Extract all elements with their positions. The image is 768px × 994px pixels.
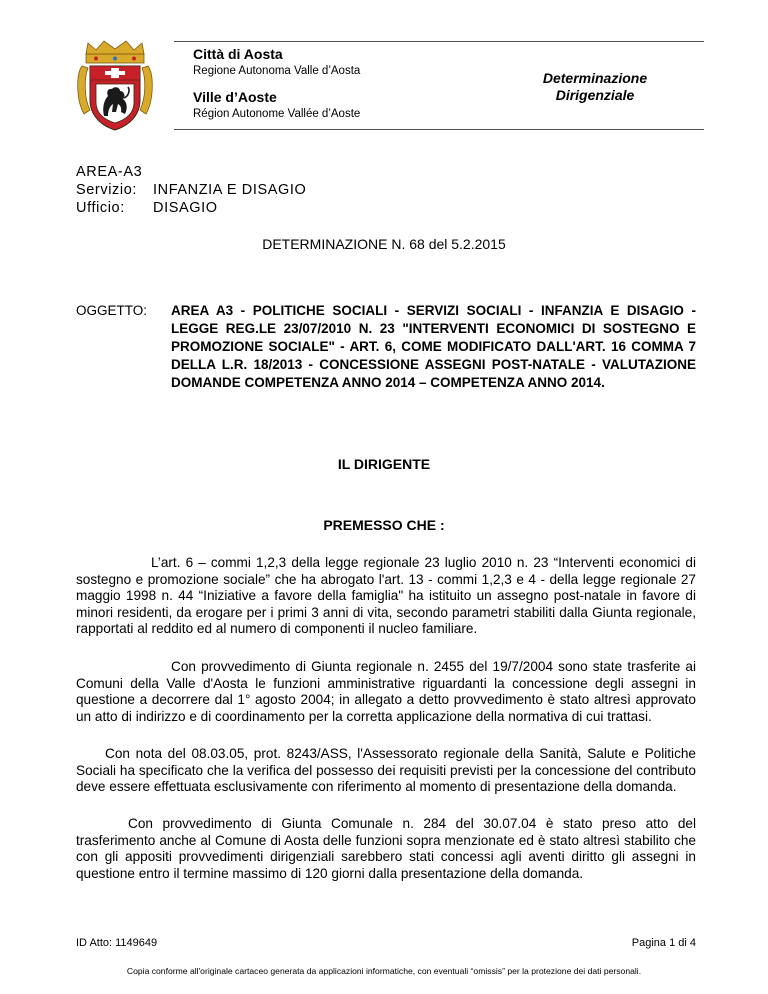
paragraph: L’art. 6 – commi 1,2,3 della legge regionale 23 luglio 2010 n. 23 “Interventi economici di sostegno e promozione sociale” che ha abrogato l'art. 13 - commi 1,2,3 e 4 - della legge regionale 27 maggio 1998 n. 44 “Iniziative a favore della famiglia" ha istituito un assegno post-natale in favore di minori residenti, da erogare per i primi 3 anni di vita, secondo parametri stabiliti dalla Giunta regionale, rapportati al reddito ed al numero di componenti il nucleo familiare. [76, 555, 696, 637]
servizio-label: Servizio: [76, 182, 137, 198]
subject-block [76, 302, 696, 392]
document-type [516, 70, 674, 104]
region-name-it: Regione Autonoma Valle d’Aosta [193, 65, 361, 77]
subject-text: AREA A3 - POLITICHE SOCIALI - SERVIZI SOCIALI - INFANZIA E DISAGIO - LEGGE REG.LE 23/07/2010 N. 23 "INTERVENTI ECONOMICI DI SOSTEGNO E PROMOZIONE SOCIALE" - ART. 6, COME MODIFICATO DALL'ART. 16 COMMA 7 DELLA L.R. 18/2013 - CONCESSIONE ASSEGNI POST-NATALE - VALUTAZIONE DOMANDE COMPETENZA ANNO 2014 – COMPETENZA ANNO 2014. [171, 303, 696, 390]
area-code: AREA-A3 [76, 164, 143, 180]
footer-id-atto: ID Atto: 1149649 [76, 937, 158, 949]
ufficio-value: DISAGIO [153, 200, 218, 216]
header-bottom-rule [174, 129, 704, 130]
city-crest-logo [74, 40, 156, 132]
city-name-it: Città di Aosta [193, 46, 283, 62]
paragraph: Con nota del 08.03.05, prot. 8243/ASS, l'Assessorato regionale della Sanità, Salute e Politiche Sociali ha specificato che la verifica del possesso dei requisiti previsti per la concessione del contributo deve essere effettuata esclusivamente con riferimento al momento di presentazione della domanda. [76, 746, 696, 795]
paragraph: Con provvedimento di Giunta Comunale n. 284 del 30.07.04 è stato preso atto del trasferimento anche al Comune di Aosta delle funzioni sopra menzionate ed è stato altresì stabilito che con gli appositi provvedimenti dirigenziali sarebbero stati concessi agli aventi diritto gli assegni in questione entro il termine massimo di 120 giorni dalla presentazione della domanda. [76, 816, 696, 881]
subject-label: OGGETTO: [76, 303, 148, 318]
document-type-line1: Determinazione [542, 70, 648, 86]
city-name-fr: Ville d’Aoste [193, 89, 277, 105]
crown-icon [86, 41, 144, 63]
footer-page-number: Pagina 1 di 4 [631, 937, 696, 949]
ufficio-label: Ufficio: [76, 200, 125, 216]
servizio-value: INFANZIA E DISAGIO [153, 182, 307, 198]
paragraph: Con provvedimento di Giunta regionale n. 2455 del 19/7/2004 sono state trasferite ai Comuni della Valle d'Aosta le funzioni amministrative riguardanti la concessione degli assegni in questione a decorrere dal 1° agosto 2004; in allegato a detto provvedimento è stato altresì approvato un atto di indirizzo e di coordinamento per la corretta applicazione della normativa di cui trattasi. [76, 659, 696, 724]
organization-block [76, 163, 306, 217]
header-top-rule [174, 41, 704, 42]
footer-copy-note: Copia conforme all'originale cartaceo generata da applicazioni informatiche, con eventuali “omissis” per la protezione dei dati personali. [126, 966, 642, 976]
heading-premesso: PREMESSO CHE : [323, 517, 445, 533]
determination-title: DETERMINAZIONE N. 68 del 5.2.2015 [262, 236, 506, 252]
heading-dirigente: IL DIRIGENTE [337, 456, 431, 472]
region-name-fr: Région Autonome Vallée d’Aoste [193, 108, 361, 120]
header-municipality [193, 46, 360, 120]
document-type-line2: Dirigenziale [555, 87, 635, 103]
